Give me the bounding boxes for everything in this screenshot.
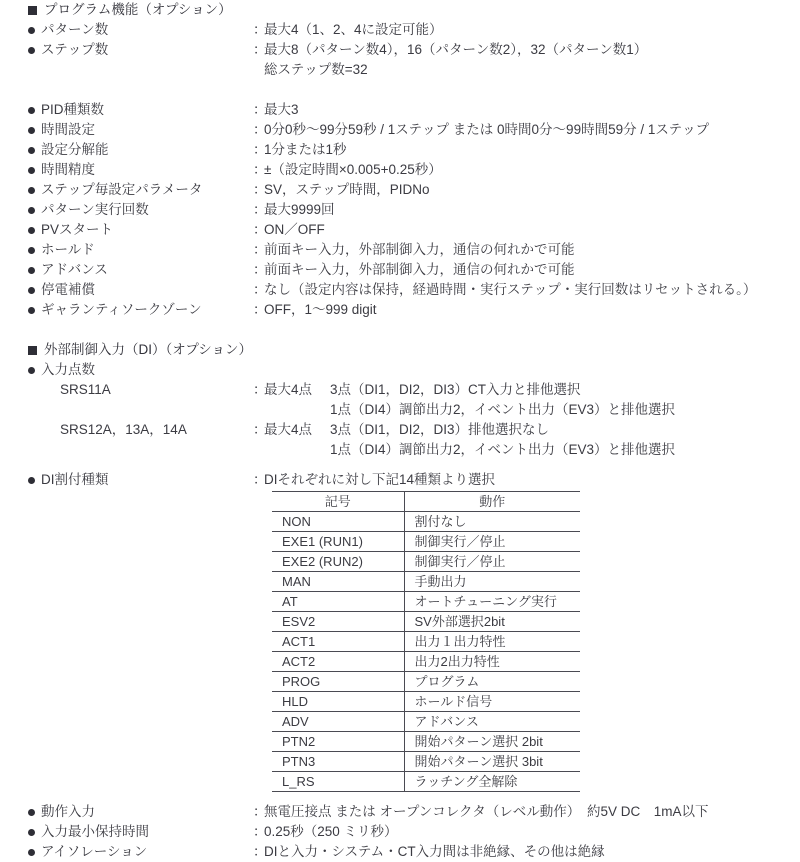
spec-row: [0, 140, 800, 160]
colon-separator: ：: [253, 242, 267, 257]
spec-label: [0, 260, 253, 280]
spec-value: 最大8（パターン数4），16（パターン数2），32（パターン数1）: [264, 42, 648, 57]
spec-label-text: 入力点数: [41, 362, 95, 377]
spec-row: [0, 280, 800, 300]
colon-separator: ：: [253, 222, 267, 237]
spec-label-text: DI割付種類: [41, 472, 109, 487]
spec-row: [0, 40, 800, 60]
colon-separator: ：: [253, 202, 267, 217]
model-detail-cont: 1点（DI4）調節出力2，イベント出力（EV3）と排他選択: [330, 402, 676, 417]
cell-symbol: AT: [272, 592, 404, 612]
cell-action: SV外部選択2bit: [404, 612, 580, 632]
cell-symbol: PTN2: [272, 732, 404, 752]
colon-separator: ：: [253, 122, 267, 137]
spec-value: 1分または1秒: [264, 142, 347, 157]
cell-symbol: HLD: [272, 692, 404, 712]
model-row-continuation: [0, 440, 800, 460]
round-bullet-icon: [28, 127, 35, 134]
colon-separator: ：: [253, 142, 267, 157]
spec-value: 無電圧接点 または オープンコレクタ（レベル動作） 約5V DC 1mA以下: [264, 804, 709, 819]
colon-separator: ：: [253, 102, 267, 117]
model-count: 最大4点: [264, 422, 313, 437]
cell-action: 割付なし: [404, 512, 580, 532]
cell-symbol: PTN3: [272, 752, 404, 772]
spec-label: [0, 842, 253, 862]
model-row-continuation: [0, 400, 800, 420]
cell-symbol: EXE1 (RUN1): [272, 532, 404, 552]
table-header-action: 動作: [404, 492, 580, 512]
round-bullet-icon: [28, 207, 35, 214]
table-row: [272, 532, 580, 552]
round-bullet-icon: [28, 829, 35, 836]
model-detail-cont: 1点（DI4）調節出力2，イベント出力（EV3）と排他選択: [330, 442, 676, 457]
cell-action: アドバンス: [404, 712, 580, 732]
spec-label-text: 停電補償: [41, 282, 95, 297]
colon-separator: ：: [253, 182, 267, 197]
square-bullet-icon: [28, 346, 37, 355]
spec-value-continuation: 総ステップ数=32: [264, 62, 368, 77]
round-bullet-icon: [28, 367, 35, 374]
round-bullet-icon: [28, 107, 35, 114]
spec-row: [0, 220, 800, 240]
colon-separator: ：: [253, 42, 267, 57]
section-heading-program-label: プログラム機能（オプション）: [44, 2, 232, 17]
spec-row: [0, 470, 800, 490]
spec-value: 0分0秒～99分59秒 / 1ステップ または 0時間0分～99時間59分 / 1ステップ: [264, 122, 710, 137]
table-row: [272, 692, 580, 712]
cell-symbol: EXE2 (RUN2): [272, 552, 404, 572]
table-header-row: [272, 492, 580, 512]
colon-separator: ：: [253, 422, 267, 437]
table-row: [272, 672, 580, 692]
cell-action: 開始パターン選択 3bit: [404, 752, 580, 772]
table-row: [272, 752, 580, 772]
spec-label: [0, 240, 253, 260]
cell-action: ホールド信号: [404, 692, 580, 712]
row-spacer: [0, 460, 800, 470]
model-value-continuation: [264, 400, 800, 420]
round-bullet-icon: [28, 267, 35, 274]
cell-action: 手動出力: [404, 572, 580, 592]
cell-action: オートチューニング実行: [404, 592, 580, 612]
table-row: [272, 512, 580, 532]
table-row: [272, 632, 580, 652]
section-heading-program: [0, 0, 800, 20]
model-name: SRS12A，13A，14A: [60, 422, 187, 437]
row-spacer: [0, 80, 800, 100]
model-row: [0, 380, 800, 400]
spec-label: [0, 140, 253, 160]
table-row: [272, 572, 580, 592]
spec-row: [0, 240, 800, 260]
colon-separator: ：: [253, 162, 267, 177]
round-bullet-icon: [28, 849, 35, 856]
round-bullet-icon: [28, 227, 35, 234]
cell-symbol: ACT2: [272, 652, 404, 672]
spec-label-text: 動作入力: [41, 804, 95, 819]
di-assignment-table-wrapper: [272, 491, 580, 792]
spec-label: [0, 822, 253, 842]
model-detail: 3点（DI1，DI2，DI3）CT入力と排他選択: [330, 382, 581, 397]
round-bullet-icon: [28, 809, 35, 816]
spec-row: [0, 200, 800, 220]
table-row: [272, 592, 580, 612]
spec-label: [0, 300, 253, 320]
spec-label: [0, 280, 253, 300]
spec-label-text: アドバンス: [41, 262, 108, 277]
spec-label: [0, 200, 253, 220]
spec-row: [0, 120, 800, 140]
cell-symbol: ACT1: [272, 632, 404, 652]
spec-label-text: 時間設定: [41, 122, 95, 137]
spec-label-text: ギャランティソークゾーン: [41, 302, 202, 317]
colon-separator: ：: [253, 804, 267, 819]
colon-separator: ：: [253, 824, 267, 839]
cell-symbol: L_RS: [272, 772, 404, 792]
cell-action: プログラム: [404, 672, 580, 692]
cell-symbol: ADV: [272, 712, 404, 732]
round-bullet-icon: [28, 247, 35, 254]
cell-action: 出力１出力特性: [404, 632, 580, 652]
round-bullet-icon: [28, 27, 35, 34]
round-bullet-icon: [28, 147, 35, 154]
spec-label-text: ホールド: [41, 242, 95, 257]
spec-value: 最大4（1、2、4に設定可能）: [264, 22, 443, 37]
spec-label-text: アイソレーション: [41, 844, 148, 859]
round-bullet-icon: [28, 47, 35, 54]
spec-label: [0, 802, 253, 822]
spec-row: [0, 20, 800, 40]
cell-symbol: NON: [272, 512, 404, 532]
spec-row: [0, 842, 800, 862]
cell-action: 開始パターン選択 2bit: [404, 732, 580, 752]
spec-row: [0, 100, 800, 120]
colon-separator: ：: [253, 382, 267, 397]
spec-value: SV，ステップ時間，PIDNo: [264, 182, 430, 197]
cell-action: 出力2出力特性: [404, 652, 580, 672]
spec-label: [0, 20, 253, 40]
section-heading-di: [0, 340, 800, 360]
round-bullet-icon: [28, 187, 35, 194]
spec-value: DIと入力・システム・CT入力間は非絶縁、その他は絶縁: [264, 844, 605, 859]
square-bullet-icon: [28, 6, 37, 15]
spec-row: [0, 360, 800, 380]
cell-symbol: MAN: [272, 572, 404, 592]
spec-row: [0, 802, 800, 822]
model-name: SRS11A: [60, 382, 111, 397]
table-header-symbol: 記号: [272, 492, 404, 512]
spec-label-text: ステップ数: [41, 42, 109, 57]
spec-label: [0, 220, 253, 240]
di-assignment-table: [272, 491, 580, 792]
spec-value: ON／OFF: [264, 222, 325, 237]
cell-action: ラッチング全解除: [404, 772, 580, 792]
spec-label-text: パターン実行回数: [41, 202, 149, 217]
spec-label: [0, 100, 253, 120]
spec-label-text: パターン数: [41, 22, 109, 37]
spec-value: 前面キー入力，外部制御入力，通信の何れかで可能: [264, 262, 575, 277]
table-row: [272, 652, 580, 672]
section-spacer: [0, 320, 800, 340]
spec-row: [0, 180, 800, 200]
colon-separator: ：: [253, 22, 267, 37]
model-row: [0, 420, 800, 440]
colon-separator: ：: [253, 302, 267, 317]
spec-value: 0.25秒（250 ミリ秒）: [264, 824, 398, 839]
spec-value: DIそれぞれに対し下記14種類より選択: [264, 472, 496, 487]
table-row: [272, 712, 580, 732]
cell-action: 制御実行／停止: [404, 532, 580, 552]
colon-separator: ：: [253, 472, 267, 487]
table-row: [272, 732, 580, 752]
spec-label: [0, 120, 253, 140]
table-row: [272, 552, 580, 572]
model-detail: 3点（DI1，DI2，DI3）排他選択なし: [330, 422, 550, 437]
spec-row: [0, 160, 800, 180]
spec-label: [0, 470, 253, 490]
spec-label-text: 時間精度: [41, 162, 95, 177]
round-bullet-icon: [28, 307, 35, 314]
spec-label: [0, 360, 253, 380]
table-row: [272, 612, 580, 632]
colon-separator: ：: [253, 282, 267, 297]
spec-label: [0, 180, 253, 200]
spec-label-text: PID種類数: [41, 102, 105, 117]
round-bullet-icon: [28, 477, 35, 484]
spec-row: [0, 260, 800, 280]
spec-label-text: 入力最小保持時間: [41, 824, 149, 839]
spec-value: なし（設定内容は保持，経過時間・実行ステップ・実行回数はリセットされる。）: [264, 282, 757, 297]
table-row: [272, 772, 580, 792]
spec-value: OFF，1～999 digit: [264, 302, 377, 317]
model-value: [264, 380, 800, 400]
model-count: 最大4点: [264, 382, 313, 397]
spec-value: 前面キー入力，外部制御入力，通信の何れかで可能: [264, 242, 575, 257]
spec-label: [0, 160, 253, 180]
spec-value: 最大9999回: [264, 202, 335, 217]
model-value-continuation: [264, 440, 800, 460]
round-bullet-icon: [28, 287, 35, 294]
spec-label-text: ステップ毎設定パラメータ: [41, 182, 203, 197]
cell-symbol: PROG: [272, 672, 404, 692]
colon-separator: ：: [253, 262, 267, 277]
colon-separator: ：: [253, 844, 267, 859]
spec-value: ±（設定時間×0.005+0.25秒）: [264, 162, 442, 177]
spec-label-text: 設定分解能: [41, 142, 109, 157]
round-bullet-icon: [28, 167, 35, 174]
row-spacer: [0, 792, 800, 802]
cell-action: 制御実行／停止: [404, 552, 580, 572]
spec-row: [0, 300, 800, 320]
spec-label: [0, 40, 253, 60]
spec-row: [0, 822, 800, 842]
spec-value: 最大3: [264, 102, 299, 117]
spec-row-continuation: [0, 60, 800, 80]
section-heading-di-label: 外部制御入力（DI）（オプション）: [44, 342, 253, 357]
spec-label-text: PVスタート: [41, 222, 114, 237]
table-body: [272, 512, 580, 792]
model-value: [264, 420, 800, 440]
cell-symbol: ESV2: [272, 612, 404, 632]
